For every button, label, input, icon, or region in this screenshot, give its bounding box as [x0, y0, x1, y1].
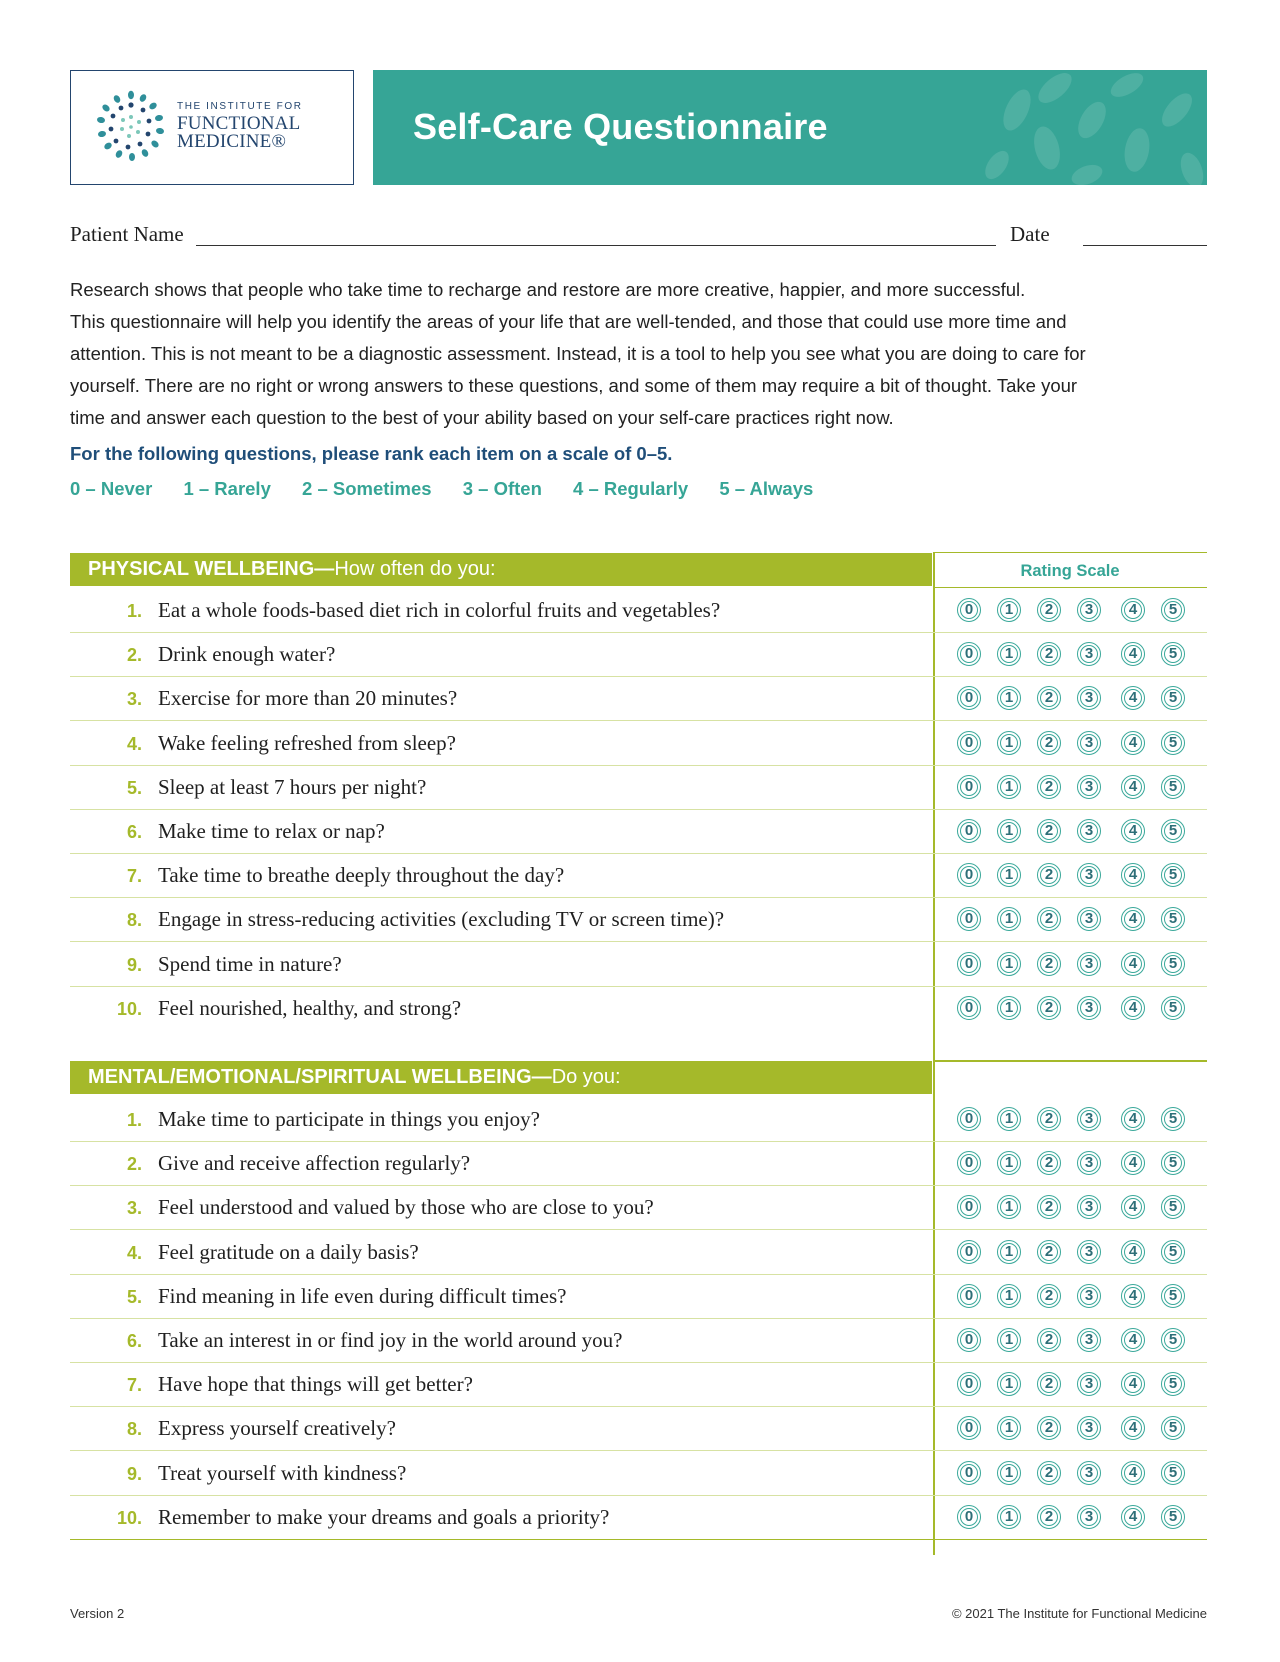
rating-option-4[interactable]: 4 — [1121, 775, 1145, 799]
rating-option-0[interactable]: 0 — [957, 686, 981, 710]
rating-option-3[interactable]: 3 — [1077, 1372, 1101, 1396]
decorative-leaves-icon — [977, 70, 1207, 185]
rating-option-1[interactable]: 1 — [997, 952, 1021, 976]
rating-option-3[interactable]: 3 — [1077, 642, 1101, 666]
question-row — [70, 633, 1207, 677]
intro-paragraph — [70, 274, 1210, 434]
rating-option-2[interactable]: 2 — [1037, 775, 1061, 799]
rating-option-2[interactable]: 2 — [1037, 1195, 1061, 1219]
question-text: Find meaning in life even during difficult times? — [158, 1283, 567, 1308]
rating-options — [957, 1505, 1197, 1531]
rating-options — [957, 996, 1197, 1022]
rating-option-5[interactable]: 5 — [1161, 863, 1185, 887]
rating-option-1[interactable]: 1 — [997, 907, 1021, 931]
rating-option-0[interactable]: 0 — [957, 819, 981, 843]
question-row — [70, 810, 1207, 854]
rating-option-0[interactable]: 0 — [957, 1416, 981, 1440]
rating-option-4[interactable]: 4 — [1121, 1416, 1145, 1440]
date-label: Date — [1010, 222, 1050, 246]
question-row — [70, 1363, 1207, 1407]
question-text: Feel gratitude on a daily basis? — [158, 1239, 419, 1264]
question-number: 9. — [126, 954, 142, 975]
rating-option-4[interactable]: 4 — [1121, 1505, 1145, 1529]
question-text: Make time to relax or nap? — [158, 819, 385, 843]
rating-option-5[interactable]: 5 — [1161, 907, 1185, 931]
rating-options — [957, 642, 1197, 668]
rating-option-4[interactable]: 4 — [1121, 598, 1145, 622]
rating-option-4[interactable]: 4 — [1121, 731, 1145, 755]
question-number: 6. — [126, 822, 142, 842]
section-title: PHYSICAL WELLBEING— — [88, 558, 335, 580]
scale-legend-item: 4 – Regularly — [573, 478, 689, 499]
rating-options — [957, 907, 1197, 933]
rating-options — [957, 1284, 1197, 1310]
rating-option-5[interactable]: 5 — [1161, 1107, 1185, 1131]
question-number: 4. — [126, 733, 142, 754]
rating-option-3[interactable]: 3 — [1077, 819, 1101, 843]
rating-option-2[interactable]: 2 — [1037, 642, 1061, 666]
question-row — [70, 1275, 1207, 1319]
section-divider-line — [933, 1060, 1207, 1062]
rating-options — [957, 1240, 1197, 1266]
rating-option-4[interactable]: 4 — [1121, 819, 1145, 843]
question-text: Make time to participate in things you enjoy? — [158, 1107, 540, 1131]
question-number: 3. — [126, 689, 142, 710]
rating-option-0[interactable]: 0 — [957, 907, 981, 931]
scale-legend-item: 1 – Rarely — [183, 478, 271, 499]
rating-option-4[interactable]: 4 — [1121, 1240, 1145, 1264]
rating-option-1[interactable]: 1 — [997, 642, 1021, 666]
date-field[interactable] — [1083, 245, 1207, 246]
section-title: MENTAL/EMOTIONAL/SPIRITUAL WELLBEING— — [88, 1066, 552, 1088]
question-row — [70, 1142, 1207, 1186]
version-label: Version 2 — [70, 1606, 125, 1621]
rating-option-1[interactable]: 1 — [997, 863, 1021, 887]
scale-legend-item: 3 – Often — [462, 478, 542, 499]
rating-option-0[interactable]: 0 — [957, 1240, 981, 1264]
rating-options — [957, 1151, 1197, 1177]
rating-option-4[interactable]: 4 — [1121, 996, 1145, 1020]
logo-line-2: FUNCTIONAL — [177, 113, 301, 134]
rating-option-2[interactable]: 2 — [1037, 1461, 1061, 1485]
question-number: 1. — [126, 601, 142, 621]
rating-option-2[interactable]: 2 — [1037, 996, 1061, 1020]
rating-option-3[interactable]: 3 — [1077, 1195, 1101, 1219]
rating-option-1[interactable]: 1 — [997, 775, 1021, 799]
rating-option-5[interactable]: 5 — [1161, 1328, 1185, 1352]
question-number: 1. — [126, 1110, 142, 1130]
rating-option-5[interactable]: 5 — [1161, 598, 1185, 622]
rating-option-4[interactable]: 4 — [1121, 686, 1145, 710]
page-title: Self-Care Questionnaire — [413, 106, 828, 147]
rating-option-1[interactable]: 1 — [997, 819, 1021, 843]
rating-option-5[interactable]: 5 — [1161, 819, 1185, 843]
rating-option-3[interactable]: 3 — [1077, 907, 1101, 931]
section-subtitle: How often do you: — [334, 558, 496, 580]
question-text: Have hope that things will get better? — [158, 1372, 473, 1397]
rating-option-1[interactable]: 1 — [997, 1505, 1021, 1529]
rating-option-0[interactable]: 0 — [957, 775, 981, 799]
question-row — [70, 943, 1207, 987]
rating-option-1[interactable]: 1 — [997, 1372, 1021, 1396]
ifm-logo — [70, 70, 354, 185]
question-number: 4. — [126, 1242, 142, 1263]
rating-option-2[interactable]: 2 — [1037, 1107, 1061, 1131]
rating-option-0[interactable]: 0 — [957, 1328, 981, 1352]
question-text: Eat a whole foods-based diet rich in colorful fruits and vegetables? — [158, 598, 721, 622]
question-row — [70, 898, 1207, 942]
rating-option-2[interactable]: 2 — [1037, 1372, 1061, 1396]
scale-legend-item: 5 – Always — [719, 478, 814, 499]
question-row — [70, 854, 1207, 898]
rating-option-3[interactable]: 3 — [1077, 731, 1101, 755]
copyright-label: © 2021 The Institute for Functional Medicine — [951, 1606, 1207, 1621]
rating-option-4[interactable]: 4 — [1121, 1107, 1145, 1131]
question-row — [70, 1186, 1207, 1230]
rating-option-0[interactable]: 0 — [957, 598, 981, 622]
question-row — [70, 766, 1207, 810]
section-subtitle: Do you: — [551, 1066, 621, 1088]
question-text: Take an interest in or find joy in the world around you? — [158, 1328, 623, 1352]
rating-option-2[interactable]: 2 — [1037, 1151, 1061, 1175]
intro-line: This questionnaire will help you identify the areas of your life that are well-tended, and those that could use more time and — [70, 311, 1067, 332]
question-text: Feel understood and valued by those who are close to you? — [158, 1195, 654, 1220]
rating-option-5[interactable]: 5 — [1161, 1195, 1185, 1219]
rating-option-1[interactable]: 1 — [997, 1461, 1021, 1485]
question-number: 10. — [116, 998, 142, 1019]
rating-option-3[interactable]: 3 — [1077, 1328, 1101, 1352]
rating-option-4[interactable]: 4 — [1121, 1284, 1145, 1308]
rating-options — [957, 1195, 1197, 1221]
rating-option-2[interactable]: 2 — [1037, 952, 1061, 976]
rating-option-5[interactable]: 5 — [1161, 686, 1185, 710]
rating-option-1[interactable]: 1 — [997, 1416, 1021, 1440]
rating-option-3[interactable]: 3 — [1077, 952, 1101, 976]
rating-options — [957, 819, 1197, 845]
rating-option-1[interactable]: 1 — [997, 1195, 1021, 1219]
rating-option-1[interactable]: 1 — [997, 731, 1021, 755]
rating-option-4[interactable]: 4 — [1121, 863, 1145, 887]
rating-option-0[interactable]: 0 — [957, 863, 981, 887]
rating-option-1[interactable]: 1 — [997, 1240, 1021, 1264]
question-number: 8. — [126, 910, 142, 931]
question-row — [70, 1496, 1207, 1540]
instruction-text: For the following questions, please rank each item on a scale of 0–5. — [70, 443, 673, 464]
rating-option-3[interactable]: 3 — [1077, 1461, 1101, 1485]
rating-option-1[interactable]: 1 — [997, 996, 1021, 1020]
patient-name-label: Patient Name — [70, 222, 184, 246]
rating-option-0[interactable]: 0 — [957, 1505, 981, 1529]
rating-options — [957, 952, 1197, 978]
rating-option-3[interactable]: 3 — [1077, 775, 1101, 799]
question-row — [70, 589, 1207, 633]
question-text: Feel nourished, healthy, and strong? — [158, 995, 462, 1020]
rating-option-2[interactable]: 2 — [1037, 1505, 1061, 1529]
rating-option-2[interactable]: 2 — [1037, 819, 1061, 843]
rating-option-0[interactable]: 0 — [957, 1195, 981, 1219]
question-row — [70, 987, 1207, 1031]
question-number: 6. — [126, 1331, 142, 1351]
scale-legend-item: 0 – Never — [70, 478, 153, 499]
intro-line: yourself. There are no right or wrong answers to these questions, and some of them may require a bit of thought. Take your — [70, 375, 1078, 396]
question-text: Engage in stress-reducing activities (excluding TV or screen time)? — [158, 907, 725, 932]
intro-line: time and answer each question to the best of your ability based on your self-care practices right now. — [70, 407, 894, 428]
rating-option-0[interactable]: 0 — [957, 1461, 981, 1485]
rating-option-5[interactable]: 5 — [1161, 996, 1185, 1020]
rating-option-3[interactable]: 3 — [1077, 686, 1101, 710]
rating-option-0[interactable]: 0 — [957, 1107, 981, 1131]
question-number: 3. — [126, 1198, 142, 1219]
intro-line: Research shows that people who take time to recharge and restore are more creative, happier, and more successful. — [70, 279, 1026, 300]
rating-option-4[interactable]: 4 — [1121, 1328, 1145, 1352]
rating-option-4[interactable]: 4 — [1121, 642, 1145, 666]
rating-option-5[interactable]: 5 — [1161, 1372, 1185, 1396]
rating-option-2[interactable]: 2 — [1037, 907, 1061, 931]
rating-option-2[interactable]: 2 — [1037, 1284, 1061, 1308]
rating-option-0[interactable]: 0 — [957, 1284, 981, 1308]
rating-option-5[interactable]: 5 — [1161, 731, 1185, 755]
question-text: Express yourself creatively? — [158, 1416, 396, 1441]
ifm-logo-text — [177, 101, 303, 151]
question-row — [70, 677, 1207, 721]
rating-option-3[interactable]: 3 — [1077, 1107, 1101, 1131]
scale-legend — [70, 478, 839, 500]
question-number: 5. — [126, 1286, 142, 1307]
rating-options — [957, 1328, 1197, 1354]
rating-options — [957, 775, 1197, 801]
rating-option-5[interactable]: 5 — [1161, 775, 1185, 799]
question-text: Sleep at least 7 hours per night? — [158, 774, 427, 799]
question-row — [70, 1319, 1207, 1363]
patient-info-row — [70, 222, 1207, 250]
question-text: Drink enough water? — [158, 642, 336, 667]
rating-options — [957, 863, 1197, 889]
rating-option-2[interactable]: 2 — [1037, 598, 1061, 622]
rating-option-4[interactable]: 4 — [1121, 952, 1145, 976]
question-number: 7. — [126, 1375, 142, 1396]
title-banner — [373, 70, 1207, 185]
question-text: Remember to make your dreams and goals a priority? — [158, 1504, 610, 1529]
ifm-logo-mark-icon — [93, 89, 169, 165]
rating-option-5[interactable]: 5 — [1161, 1505, 1185, 1529]
rating-option-5[interactable]: 5 — [1161, 642, 1185, 666]
question-row — [70, 1407, 1207, 1451]
question-text: Wake feeling refreshed from sleep? — [158, 730, 456, 755]
rating-options — [957, 1107, 1197, 1133]
rating-options — [957, 1416, 1197, 1442]
question-row — [70, 1452, 1207, 1496]
rating-option-4[interactable]: 4 — [1121, 1461, 1145, 1485]
rating-option-2[interactable]: 2 — [1037, 1328, 1061, 1352]
rating-option-4[interactable]: 4 — [1121, 1151, 1145, 1175]
section-header-mental — [70, 1061, 932, 1094]
logo-line-1: THE INSTITUTE FOR — [177, 101, 303, 112]
rating-option-1[interactable]: 1 — [997, 598, 1021, 622]
rating-option-4[interactable]: 4 — [1121, 907, 1145, 931]
rating-option-5[interactable]: 5 — [1161, 1416, 1185, 1440]
rating-option-2[interactable]: 2 — [1037, 1240, 1061, 1264]
question-row — [70, 722, 1207, 766]
rating-option-4[interactable]: 4 — [1121, 1372, 1145, 1396]
question-text: Take time to breathe deeply throughout the day? — [158, 863, 565, 888]
rating-option-5[interactable]: 5 — [1161, 1240, 1185, 1264]
rating-option-2[interactable]: 2 — [1037, 863, 1061, 887]
rating-option-5[interactable]: 5 — [1161, 1151, 1185, 1175]
rating-option-0[interactable]: 0 — [957, 731, 981, 755]
rating-option-0[interactable]: 0 — [957, 996, 981, 1020]
question-number: 2. — [126, 645, 142, 666]
rating-option-3[interactable]: 3 — [1077, 1151, 1101, 1175]
rating-option-3[interactable]: 3 — [1077, 1284, 1101, 1308]
question-number: 10. — [116, 1507, 142, 1528]
question-text: Give and receive affection regularly? — [158, 1151, 471, 1176]
question-number: 8. — [126, 1419, 142, 1440]
question-number: 5. — [126, 777, 142, 798]
section-header-physical — [70, 553, 932, 586]
rating-options — [957, 598, 1197, 624]
intro-line: attention. This is not meant to be a diagnostic assessment. Instead, it is a tool to help you see what you are doing to care for — [70, 343, 1086, 364]
rating-option-5[interactable]: 5 — [1161, 1284, 1185, 1308]
question-row — [70, 1098, 1207, 1142]
patient-name-field[interactable] — [196, 245, 996, 246]
rating-option-4[interactable]: 4 — [1121, 1195, 1145, 1219]
scale-legend-item: 2 – Sometimes — [302, 478, 432, 499]
rating-option-3[interactable]: 3 — [1077, 1240, 1101, 1264]
rating-option-0[interactable]: 0 — [957, 952, 981, 976]
rating-option-1[interactable]: 1 — [997, 1107, 1021, 1131]
question-text: Spend time in nature? — [158, 951, 342, 976]
question-number: 9. — [126, 1463, 142, 1484]
rating-option-3[interactable]: 3 — [1077, 598, 1101, 622]
question-text: Treat yourself with kindness? — [158, 1460, 407, 1485]
question-number: 7. — [126, 866, 142, 887]
rating-option-3[interactable]: 3 — [1077, 863, 1101, 887]
rating-option-0[interactable]: 0 — [957, 1372, 981, 1396]
rating-options — [957, 1461, 1197, 1487]
rating-option-3[interactable]: 3 — [1077, 996, 1101, 1020]
rating-option-0[interactable]: 0 — [957, 642, 981, 666]
rating-option-5[interactable]: 5 — [1161, 1461, 1185, 1485]
rating-option-3[interactable]: 3 — [1077, 1416, 1101, 1440]
rating-options — [957, 686, 1197, 712]
rating-option-1[interactable]: 1 — [997, 1151, 1021, 1175]
rating-option-3[interactable]: 3 — [1077, 1505, 1101, 1529]
rating-option-1[interactable]: 1 — [997, 1284, 1021, 1308]
question-number: 2. — [126, 1154, 142, 1175]
logo-line-3: MEDICINE® — [177, 131, 287, 152]
question-text: Exercise for more than 20 minutes? — [158, 686, 458, 711]
rating-option-1[interactable]: 1 — [997, 686, 1021, 710]
rating-options — [957, 1372, 1197, 1398]
rating-option-1[interactable]: 1 — [997, 1328, 1021, 1352]
rating-options — [957, 731, 1197, 757]
rating-option-2[interactable]: 2 — [1037, 686, 1061, 710]
rating-option-0[interactable]: 0 — [957, 1151, 981, 1175]
rating-option-5[interactable]: 5 — [1161, 952, 1185, 976]
question-row — [70, 1231, 1207, 1275]
rating-option-2[interactable]: 2 — [1037, 731, 1061, 755]
rating-scale-header: Rating Scale — [933, 552, 1207, 588]
rating-option-2[interactable]: 2 — [1037, 1416, 1061, 1440]
